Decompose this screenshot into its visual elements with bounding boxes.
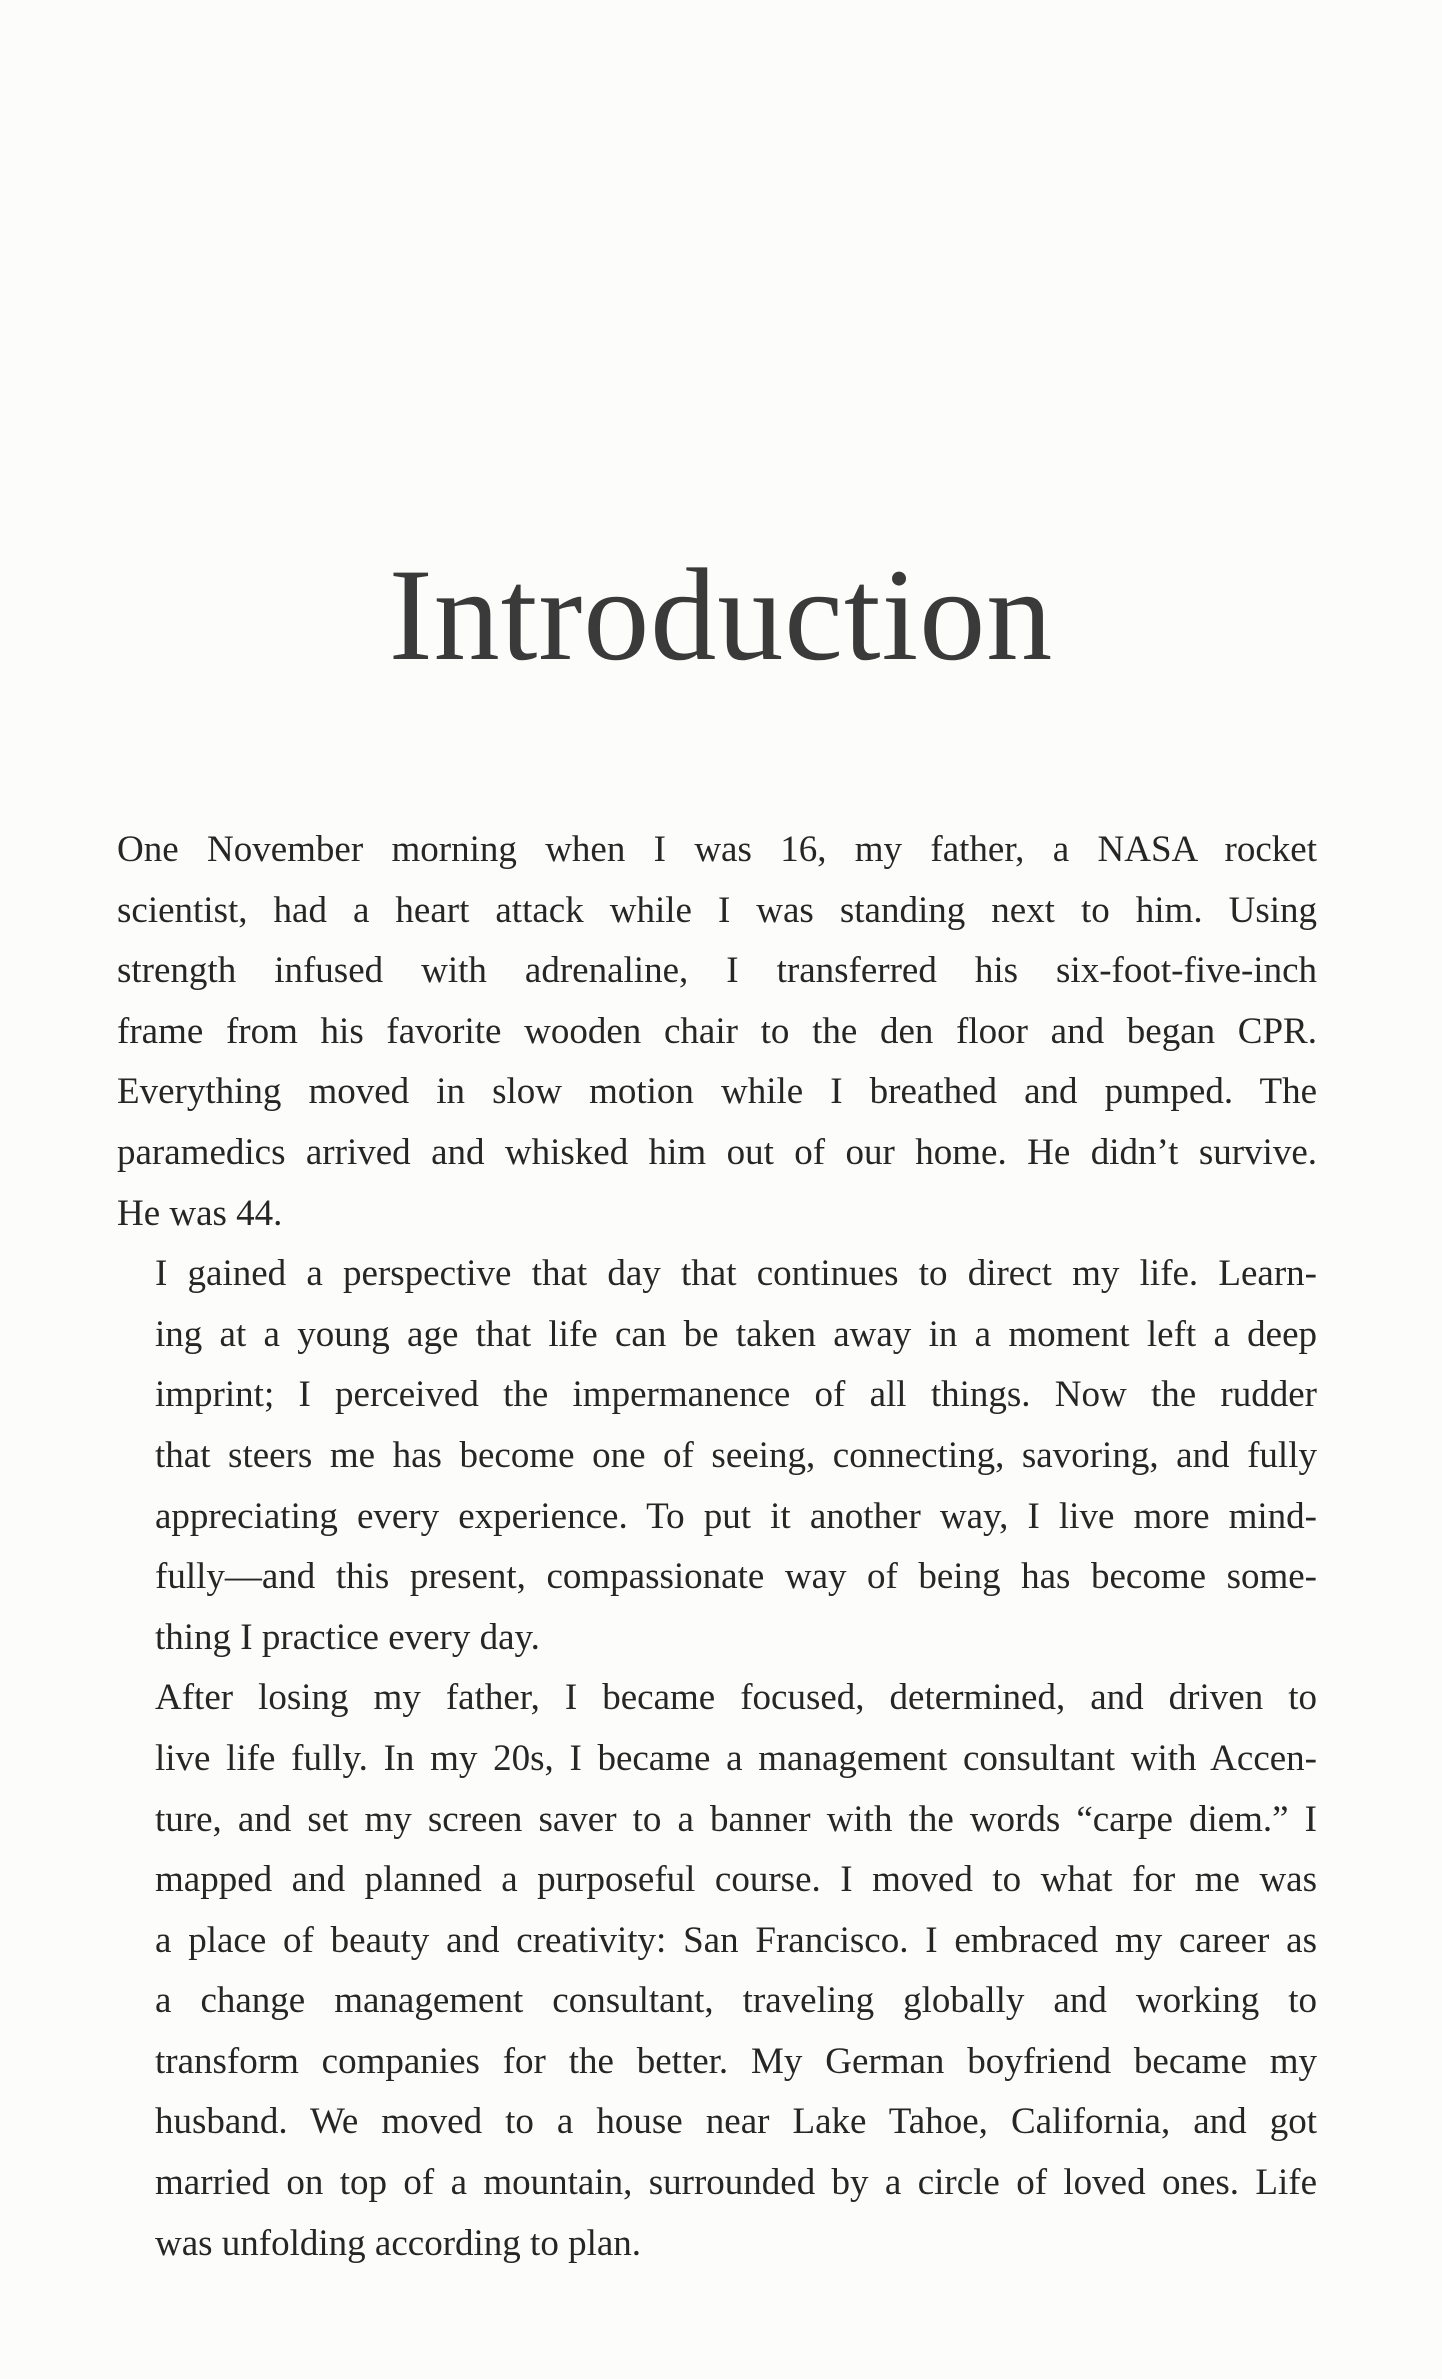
text-line: thing I practice every day. (155, 1616, 540, 1658)
text-line: transform companies for the better. My German boyfriend became my (155, 2040, 1317, 2082)
text-line: husband. We moved to a house near Lake Tahoe, California, and got (155, 2101, 1317, 2143)
text-line: He was 44. (117, 1192, 283, 1234)
text-line: fully—and this present, compassionate way of being has become some- (155, 1556, 1317, 1598)
paragraph-1 (117, 820, 1317, 1244)
text-line: a place of beauty and creativity: San Francisco. I embraced my career as (155, 1919, 1317, 1961)
text-line: After losing my father, I became focused, determined, and driven to (155, 1677, 1317, 1719)
text-line: strength infused with adrenaline, I transferred his six-foot-five-inch (117, 950, 1317, 992)
text-line: that steers me has become one of seeing, connecting, savoring, and fully (155, 1434, 1317, 1476)
text-line: mapped and planned a purposeful course. I moved to what for me was (155, 1859, 1317, 1901)
text-line: married on top of a mountain, surrounded by a circle of loved ones. Life (155, 2162, 1317, 2204)
text-line: Everything moved in slow motion while I breathed and pumped. The (117, 1071, 1317, 1113)
paragraph-2 (117, 1244, 1317, 1668)
text-line: live life fully. In my 20s, I became a management consultant with Accen- (155, 1737, 1317, 1779)
chapter-title: Introduction (388, 541, 1054, 688)
text-line: appreciating every experience. To put it another way, I live more mind- (155, 1495, 1317, 1537)
text-line: was unfolding according to plan. (155, 2222, 642, 2264)
paragraph-3 (117, 1668, 1317, 2274)
text-line: ture, and set my screen saver to a banner with the words “carpe diem.” I (155, 1798, 1317, 1840)
text-line: paramedics arrived and whisked him out of our home. He didn’t survive. (117, 1131, 1317, 1173)
text-line: imprint; I perceived the impermanence of all things. Now the rudder (155, 1374, 1317, 1416)
text-line: I gained a perspective that day that continues to direct my life. Learn- (155, 1253, 1317, 1295)
text-line: One November morning when I was 16, my father, a NASA rocket (117, 829, 1317, 870)
body-text (117, 820, 1317, 2274)
text-line: a change management consultant, traveling globally and working to (155, 1980, 1317, 2022)
text-line: ing at a young age that life can be taken away in a moment left a deep (155, 1313, 1317, 1355)
text-line: scientist, had a heart attack while I was standing next to him. Using (117, 889, 1317, 931)
text-line: frame from his favorite wooden chair to the den floor and began CPR. (117, 1010, 1317, 1052)
